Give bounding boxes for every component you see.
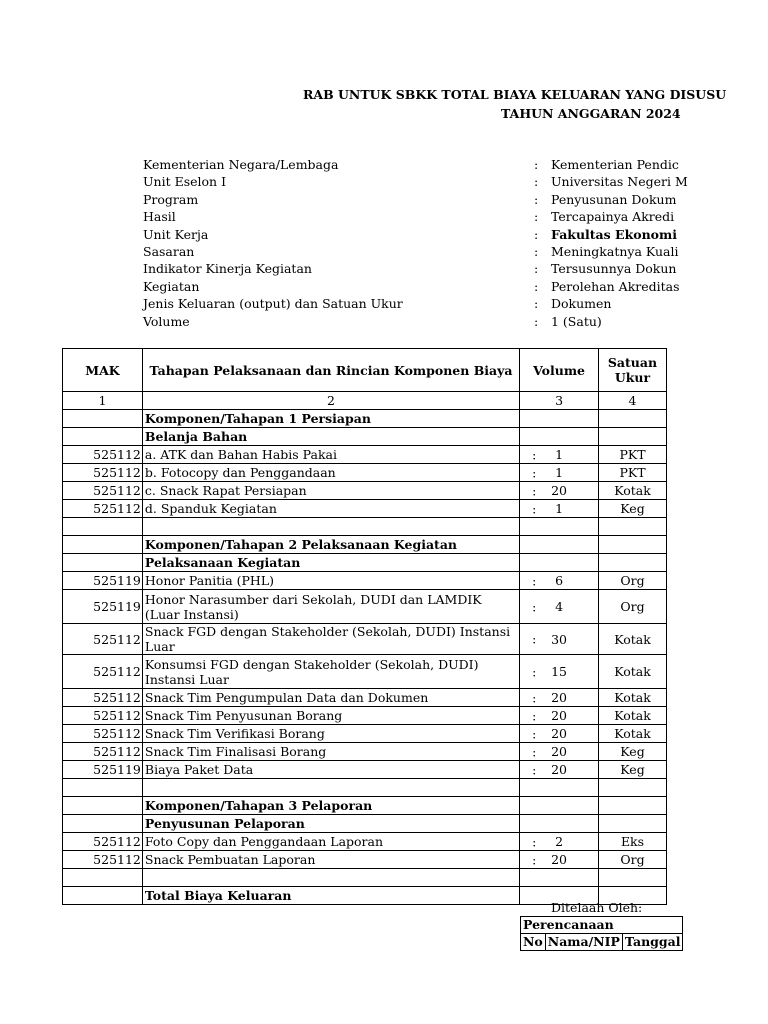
- volume-value: 6: [555, 573, 564, 588]
- info-row: [143, 278, 703, 295]
- header-mak: MAK: [63, 349, 143, 392]
- cell-unit: Org: [599, 572, 667, 590]
- volume-colon: :: [532, 664, 537, 679]
- volume-colon: :: [532, 708, 537, 723]
- info-row: [143, 156, 703, 173]
- info-value: Meningkatnya Kuali: [551, 243, 679, 259]
- info-value: Fakultas Ekonomi: [551, 226, 677, 242]
- cell-volume: [520, 689, 599, 707]
- cell-unit: PKT: [599, 446, 667, 464]
- volume-value: 1: [555, 465, 564, 480]
- cell-description: Komponen/Tahapan 2 Pelaksanaan Kegiatan: [142, 536, 519, 554]
- volume-value: 30: [551, 631, 567, 647]
- volume-value: 15: [551, 664, 567, 679]
- cell-unit: Kotak: [599, 689, 667, 707]
- volume-colon: :: [532, 599, 537, 614]
- table-row: [63, 482, 667, 500]
- volume-value: 20: [551, 690, 567, 705]
- cell-volume: [520, 500, 599, 518]
- cell-volume: [520, 869, 599, 887]
- cell-mak: 525112: [63, 624, 143, 655]
- cell-unit: [599, 518, 667, 536]
- info-colon: :: [534, 174, 539, 190]
- cell-volume: [520, 833, 599, 851]
- volume-colon: :: [532, 447, 537, 462]
- cell-description: Pelaksanaan Kegiatan: [142, 554, 519, 572]
- cell-volume: [520, 815, 599, 833]
- info-row: [143, 243, 703, 260]
- cell-description: c. Snack Rapat Persiapan: [142, 482, 519, 500]
- table-row: [63, 410, 667, 428]
- cell-mak: 525112: [63, 833, 143, 851]
- volume-value: 20: [551, 762, 567, 777]
- table-row: [63, 446, 667, 464]
- cell-mak: 525112: [63, 464, 143, 482]
- cell-mak: [63, 428, 143, 446]
- cell-unit: Kotak: [599, 482, 667, 500]
- cell-description: [142, 869, 519, 887]
- cell-unit: PKT: [599, 464, 667, 482]
- cell-volume: [520, 725, 599, 743]
- volume-value: 1: [555, 447, 564, 462]
- table-row: [63, 464, 667, 482]
- volume-colon: :: [532, 852, 537, 867]
- table-row: [63, 851, 667, 869]
- cell-volume: [520, 797, 599, 815]
- info-label: Unit Kerja: [143, 226, 209, 242]
- cell-mak: [63, 779, 143, 797]
- header-description: Tahapan Pelaksanaan dan Rincian Komponen Biaya: [142, 349, 519, 392]
- table-row: [63, 428, 667, 446]
- cell-unit: [599, 869, 667, 887]
- info-value: Universitas Negeri M: [551, 174, 688, 190]
- cell-volume: [520, 518, 599, 536]
- cell-volume: [520, 410, 599, 428]
- cell-volume: [520, 428, 599, 446]
- cell-mak: [63, 887, 143, 905]
- table-row: [63, 815, 667, 833]
- cell-unit: Eks: [599, 833, 667, 851]
- info-colon: :: [534, 157, 539, 172]
- table-row: [63, 707, 667, 725]
- review-col-date: Tanggal: [622, 934, 683, 951]
- table-row: [63, 572, 667, 590]
- info-label: Jenis Keluaran (output) dan Satuan Ukur: [143, 296, 403, 312]
- info-colon: :: [534, 209, 539, 225]
- cell-mak: 525112: [63, 500, 143, 518]
- cell-volume: [520, 464, 599, 482]
- cell-description: Snack Tim Finalisasi Borang: [142, 743, 519, 761]
- cell-volume: [520, 779, 599, 797]
- info-label: Program: [143, 191, 199, 207]
- cell-description: a. ATK dan Bahan Habis Pakai: [142, 446, 519, 464]
- cell-unit: Kotak: [599, 707, 667, 725]
- volume-value: 2: [555, 834, 564, 849]
- info-value: 1 (Satu): [551, 313, 602, 329]
- cell-description: Belanja Bahan: [142, 428, 519, 446]
- info-row: [143, 295, 703, 312]
- cell-volume: [520, 851, 599, 869]
- cell-description: Komponen/Tahapan 1 Persiapan: [142, 410, 519, 428]
- cell-unit: [599, 410, 667, 428]
- table-row: [63, 833, 667, 851]
- info-block: [143, 156, 703, 330]
- table-row: [63, 725, 667, 743]
- cell-volume: [520, 707, 599, 725]
- info-row: [143, 226, 703, 243]
- info-value: Tersusunnya Dokun: [551, 261, 677, 277]
- cell-mak: [63, 797, 143, 815]
- volume-value: 1: [555, 501, 564, 516]
- cell-mak: [63, 410, 143, 428]
- cell-mak: [63, 554, 143, 572]
- cell-unit: Kotak: [599, 725, 667, 743]
- info-row: [143, 173, 703, 190]
- cell-unit: Kotak: [599, 624, 667, 655]
- info-value: Penyusunan Dokum: [551, 191, 677, 207]
- cell-volume: [520, 761, 599, 779]
- info-colon: :: [534, 278, 539, 294]
- volume-value: 20: [551, 852, 567, 867]
- cell-mak: 525112: [63, 743, 143, 761]
- cell-description: Biaya Paket Data: [142, 761, 519, 779]
- table-row: [63, 797, 667, 815]
- cell-description: Snack FGD dengan Stakeholder (Sekolah, DUDI) Instansi Luar: [142, 624, 519, 655]
- table-row: [63, 554, 667, 572]
- document-subtitle-year: TAHUN ANGGARAN 2024: [501, 106, 681, 121]
- col-number: 2: [142, 392, 519, 410]
- cell-volume: [520, 590, 599, 624]
- info-colon: :: [534, 313, 539, 329]
- info-label: Kementerian Negara/Lembaga: [143, 157, 339, 172]
- volume-colon: :: [532, 465, 537, 480]
- info-value: Kementerian Pendic: [551, 157, 679, 172]
- info-row: [143, 208, 703, 225]
- info-colon: :: [534, 296, 539, 312]
- volume-value: 20: [551, 708, 567, 723]
- cell-unit: Keg: [599, 761, 667, 779]
- col-number: 3: [520, 392, 599, 410]
- cell-mak: 525112: [63, 689, 143, 707]
- cell-description: d. Spanduk Kegiatan: [142, 500, 519, 518]
- table-row: [63, 779, 667, 797]
- col-number: 1: [63, 392, 143, 410]
- info-colon: :: [534, 261, 539, 277]
- cell-volume: [520, 482, 599, 500]
- table-row: [63, 655, 667, 689]
- cell-mak: 525112: [63, 851, 143, 869]
- volume-colon: :: [532, 744, 537, 759]
- cell-volume: [520, 624, 599, 655]
- info-colon: :: [534, 243, 539, 259]
- cell-unit: [599, 815, 667, 833]
- cell-description: Foto Copy dan Penggandaan Laporan: [142, 833, 519, 851]
- cell-description: Snack Tim Pengumpulan Data dan Dokumen: [142, 689, 519, 707]
- cell-mak: 525119: [63, 572, 143, 590]
- volume-colon: :: [532, 726, 537, 741]
- cell-description: Snack Tim Penyusunan Borang: [142, 707, 519, 725]
- cell-mak: 525112: [63, 707, 143, 725]
- cell-mak: 525112: [63, 725, 143, 743]
- cell-unit: [599, 779, 667, 797]
- rab-table: [62, 348, 667, 905]
- info-value: Dokumen: [551, 296, 612, 312]
- cell-mak: [63, 536, 143, 554]
- volume-colon: :: [532, 762, 537, 777]
- cell-unit: Keg: [599, 743, 667, 761]
- cell-volume: [520, 554, 599, 572]
- header-volume: Volume: [520, 349, 599, 392]
- table-row: [63, 500, 667, 518]
- table-row: [63, 590, 667, 624]
- info-label: Unit Eselon I: [143, 174, 227, 190]
- table-row: [63, 536, 667, 554]
- cell-unit: Org: [599, 851, 667, 869]
- cell-volume: [520, 743, 599, 761]
- review-col-no: No: [521, 934, 546, 951]
- cell-mak: 525112: [63, 446, 143, 464]
- volume-value: 20: [551, 726, 567, 741]
- cell-description: Konsumsi FGD dengan Stakeholder (Sekolah, DUDI) Instansi Luar: [142, 655, 519, 689]
- volume-colon: :: [532, 501, 537, 516]
- table-row: [63, 869, 667, 887]
- table-row: [63, 518, 667, 536]
- cell-unit: Org: [599, 590, 667, 624]
- volume-colon: :: [532, 483, 537, 498]
- cell-mak: 525112: [63, 655, 143, 689]
- cell-unit: Kotak: [599, 655, 667, 689]
- info-row: [143, 191, 703, 208]
- volume-value: 20: [551, 744, 567, 759]
- cell-mak: [63, 518, 143, 536]
- cell-description: Snack Tim Verifikasi Borang: [142, 725, 519, 743]
- cell-mak: [63, 815, 143, 833]
- review-col-name: Nama/NIP: [545, 934, 622, 951]
- volume-colon: :: [532, 834, 537, 849]
- cell-volume: [520, 572, 599, 590]
- cell-mak: [63, 869, 143, 887]
- info-label: Hasil: [143, 209, 176, 225]
- info-colon: :: [534, 191, 539, 207]
- info-row: [143, 260, 703, 277]
- volume-value: 20: [551, 483, 567, 498]
- cell-unit: Keg: [599, 500, 667, 518]
- review-section: Perencanaan: [521, 917, 683, 934]
- cell-volume: [520, 655, 599, 689]
- volume-value: 4: [555, 599, 564, 614]
- cell-description: [142, 779, 519, 797]
- cell-description: [142, 518, 519, 536]
- volume-colon: :: [532, 690, 537, 705]
- cell-volume: [520, 536, 599, 554]
- table-row: [63, 743, 667, 761]
- cell-description: Snack Pembuatan Laporan: [142, 851, 519, 869]
- info-row: [143, 313, 703, 330]
- cell-mak: 525119: [63, 761, 143, 779]
- info-label: Volume: [143, 313, 190, 329]
- review-table: [520, 916, 683, 951]
- volume-colon: :: [532, 573, 537, 588]
- info-value: Perolehan Akreditas: [551, 278, 680, 294]
- document-title: RAB UNTUK SBKK TOTAL BIAYA KELUARAN YANG DISUSU: [303, 87, 727, 102]
- table-row: [63, 689, 667, 707]
- volume-colon: :: [532, 631, 537, 647]
- col-number: 4: [599, 392, 667, 410]
- cell-volume: [520, 446, 599, 464]
- cell-unit: [599, 554, 667, 572]
- info-label: Indikator Kinerja Kegiatan: [143, 261, 312, 277]
- table-row: [63, 761, 667, 779]
- table-row: [63, 624, 667, 655]
- cell-description: b. Fotocopy dan Penggandaan: [142, 464, 519, 482]
- cell-description: Komponen/Tahapan 3 Pelaporan: [142, 797, 519, 815]
- cell-unit: [599, 428, 667, 446]
- cell-description: Honor Narasumber dari Sekolah, DUDI dan LAMDIK (Luar Instansi): [142, 590, 519, 624]
- cell-unit: [599, 536, 667, 554]
- info-colon: :: [534, 226, 539, 242]
- cell-mak: 525112: [63, 482, 143, 500]
- cell-description: Penyusunan Pelaporan: [142, 815, 519, 833]
- info-label: Kegiatan: [143, 278, 200, 294]
- info-label: Sasaran: [143, 243, 195, 259]
- header-unit: Satuan Ukur: [599, 349, 667, 392]
- cell-description: Total Biaya Keluaran: [142, 887, 519, 905]
- review-label: Ditelaah Oleh:: [551, 900, 643, 915]
- info-value: Tercapainya Akredi: [551, 209, 675, 225]
- cell-unit: [599, 797, 667, 815]
- cell-mak: 525119: [63, 590, 143, 624]
- cell-description: Honor Panitia (PHL): [142, 572, 519, 590]
